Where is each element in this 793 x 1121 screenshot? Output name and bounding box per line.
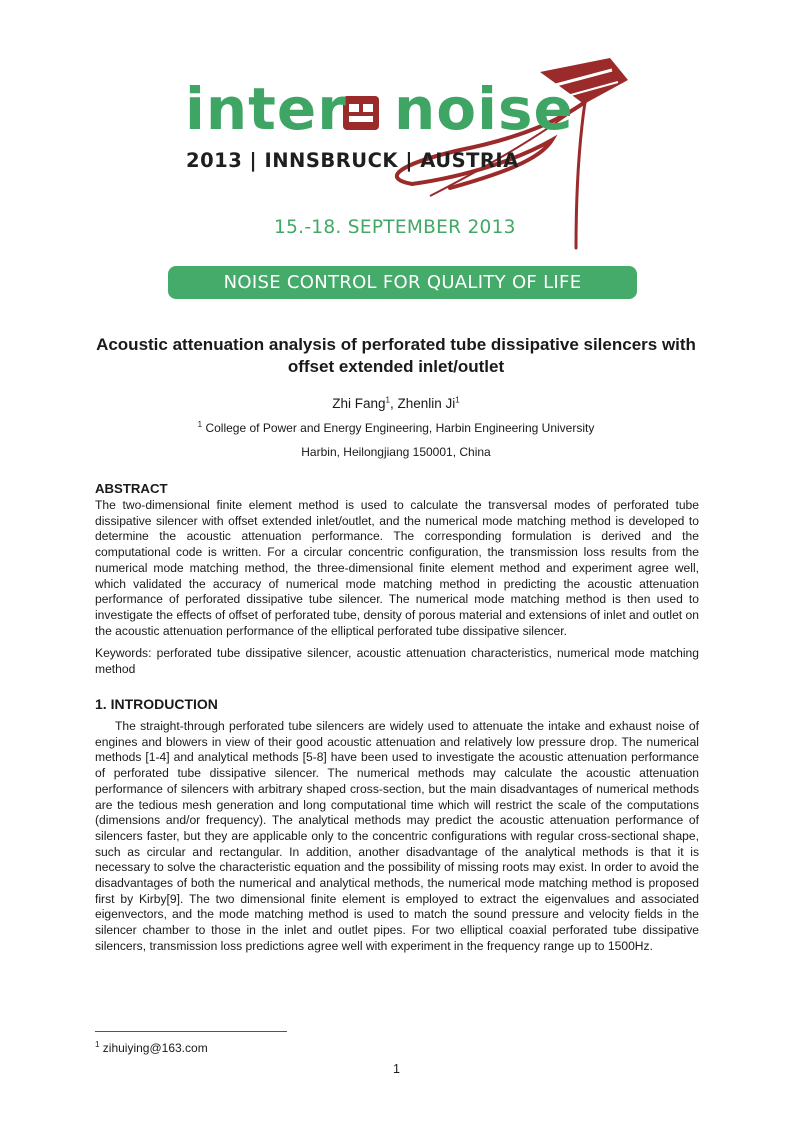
conference-dates: 15.-18. SEPTEMBER 2013 <box>274 217 516 238</box>
affiliation-address: Harbin, Heilongjiang 150001, China <box>301 445 491 459</box>
conference-header <box>0 0 793 310</box>
affiliation <box>96 421 696 435</box>
affiliation-text: College of Power and Energy Engineering, Harbin Engineering University <box>202 421 595 435</box>
brand-word-noise: noise <box>394 75 574 143</box>
author-affiliation-mark: 1 <box>455 395 460 405</box>
paper-title: Acoustic attenuation analysis of perforated tube dissipative silencers with offset extended inlet/outlet <box>96 335 696 376</box>
abstract-text: The two-dimensional finite element method is used to calculate the transversal modes of perforated tube dissipative silencer with offset extended inlet/outlet, and the numerical mode matching method is developed to determine the acoustic attenuation performance. The corresponding formulation is derived and the computational code is written. For a circular concentric configuration, the transmission loss results from the numerical mode matching method, the three-dimensional finite element method and experiment agree well, which validated the accuracy of numerical mode matching method in predicting the acoustic attenuation performance of perforated dissipative tube silencer. The numerical mode matching method is then used to investigate the effects of offset of perforated tube, density of porous material and extensions of inlet and outlet on the acoustic attenuation performance of the elliptical perforated tube dissipative silencer. <box>95 498 699 638</box>
page-number: 1 <box>393 1062 400 1076</box>
emblem-icon <box>343 96 379 130</box>
author-name: Zhi Fang <box>332 396 386 411</box>
affiliation-mark: 1 <box>197 420 203 429</box>
footnote-mark: 1 <box>95 1040 100 1049</box>
author-name: Zhenlin Ji <box>397 396 456 411</box>
footnote <box>95 1041 208 1055</box>
brand-location-line: 2013 | INNSBRUCK | AUSTRIA <box>186 149 519 172</box>
author-affiliation-mark: 1 <box>385 395 390 405</box>
introduction-text: The straight-through perforated tube silencers are widely used to attenuate the intake and exhaust noise of engines and blowers in view of their good acoustic attenuation and relatively low pressure drop. The numerical methods [1-4] and analytical methods [5-8] have been used to investigate the acoustic attenuation performance of perforated tube dissipative silencer. The numerical methods may calculate the acoustic attenuation performance of silencers with arbitrary shaped cross-section, but the main disadvantages of numerical methods are the tedious mesh generation and long computational time which will restrict the scale of the computations (dimensions and/or frequency). The analytical methods may predict the acoustic attenuation performance of silencers faster, but they are applicable only to the concentric configurations with regular cross-sectional shape, such as circular and rectangular. In addition, another disadvantage of the analytical methods is that it is necessary to solve the characteristic equation and the possibility of missing roots may exist. In order to avoid the disadvantages of both the numerical and analytical methods, the numerical mode matching method is proposed first by Kirby[9]. The two dimensional finite element is employed to extract the eigenvalues and associated eigenvectors, and the mode matching method is used to match the sound pressure and velocity fields in the silencer chamber to those in the inlet and outlet pipes. For two elliptical coaxial perforated tube dissipative silencers, transmission loss predictions agree well with experiment in the frequency range up to 1500Hz. <box>95 719 699 953</box>
footnote-rule <box>95 1031 287 1032</box>
conference-theme-banner: NOISE CONTROL FOR QUALITY OF LIFE <box>168 266 637 299</box>
author-line <box>96 396 696 411</box>
keywords-text: Keywords: perforated tube dissipative silencer, acoustic attenuation characteristics, numerical mode matching method <box>95 646 699 676</box>
author-separator: , <box>389 396 398 411</box>
footnote-email: zihuiying@163.com <box>99 1041 208 1055</box>
section-heading-introduction: 1. INTRODUCTION <box>95 696 218 712</box>
brand-word-inter: inter <box>185 75 347 143</box>
abstract-heading: ABSTRACT <box>95 481 168 496</box>
